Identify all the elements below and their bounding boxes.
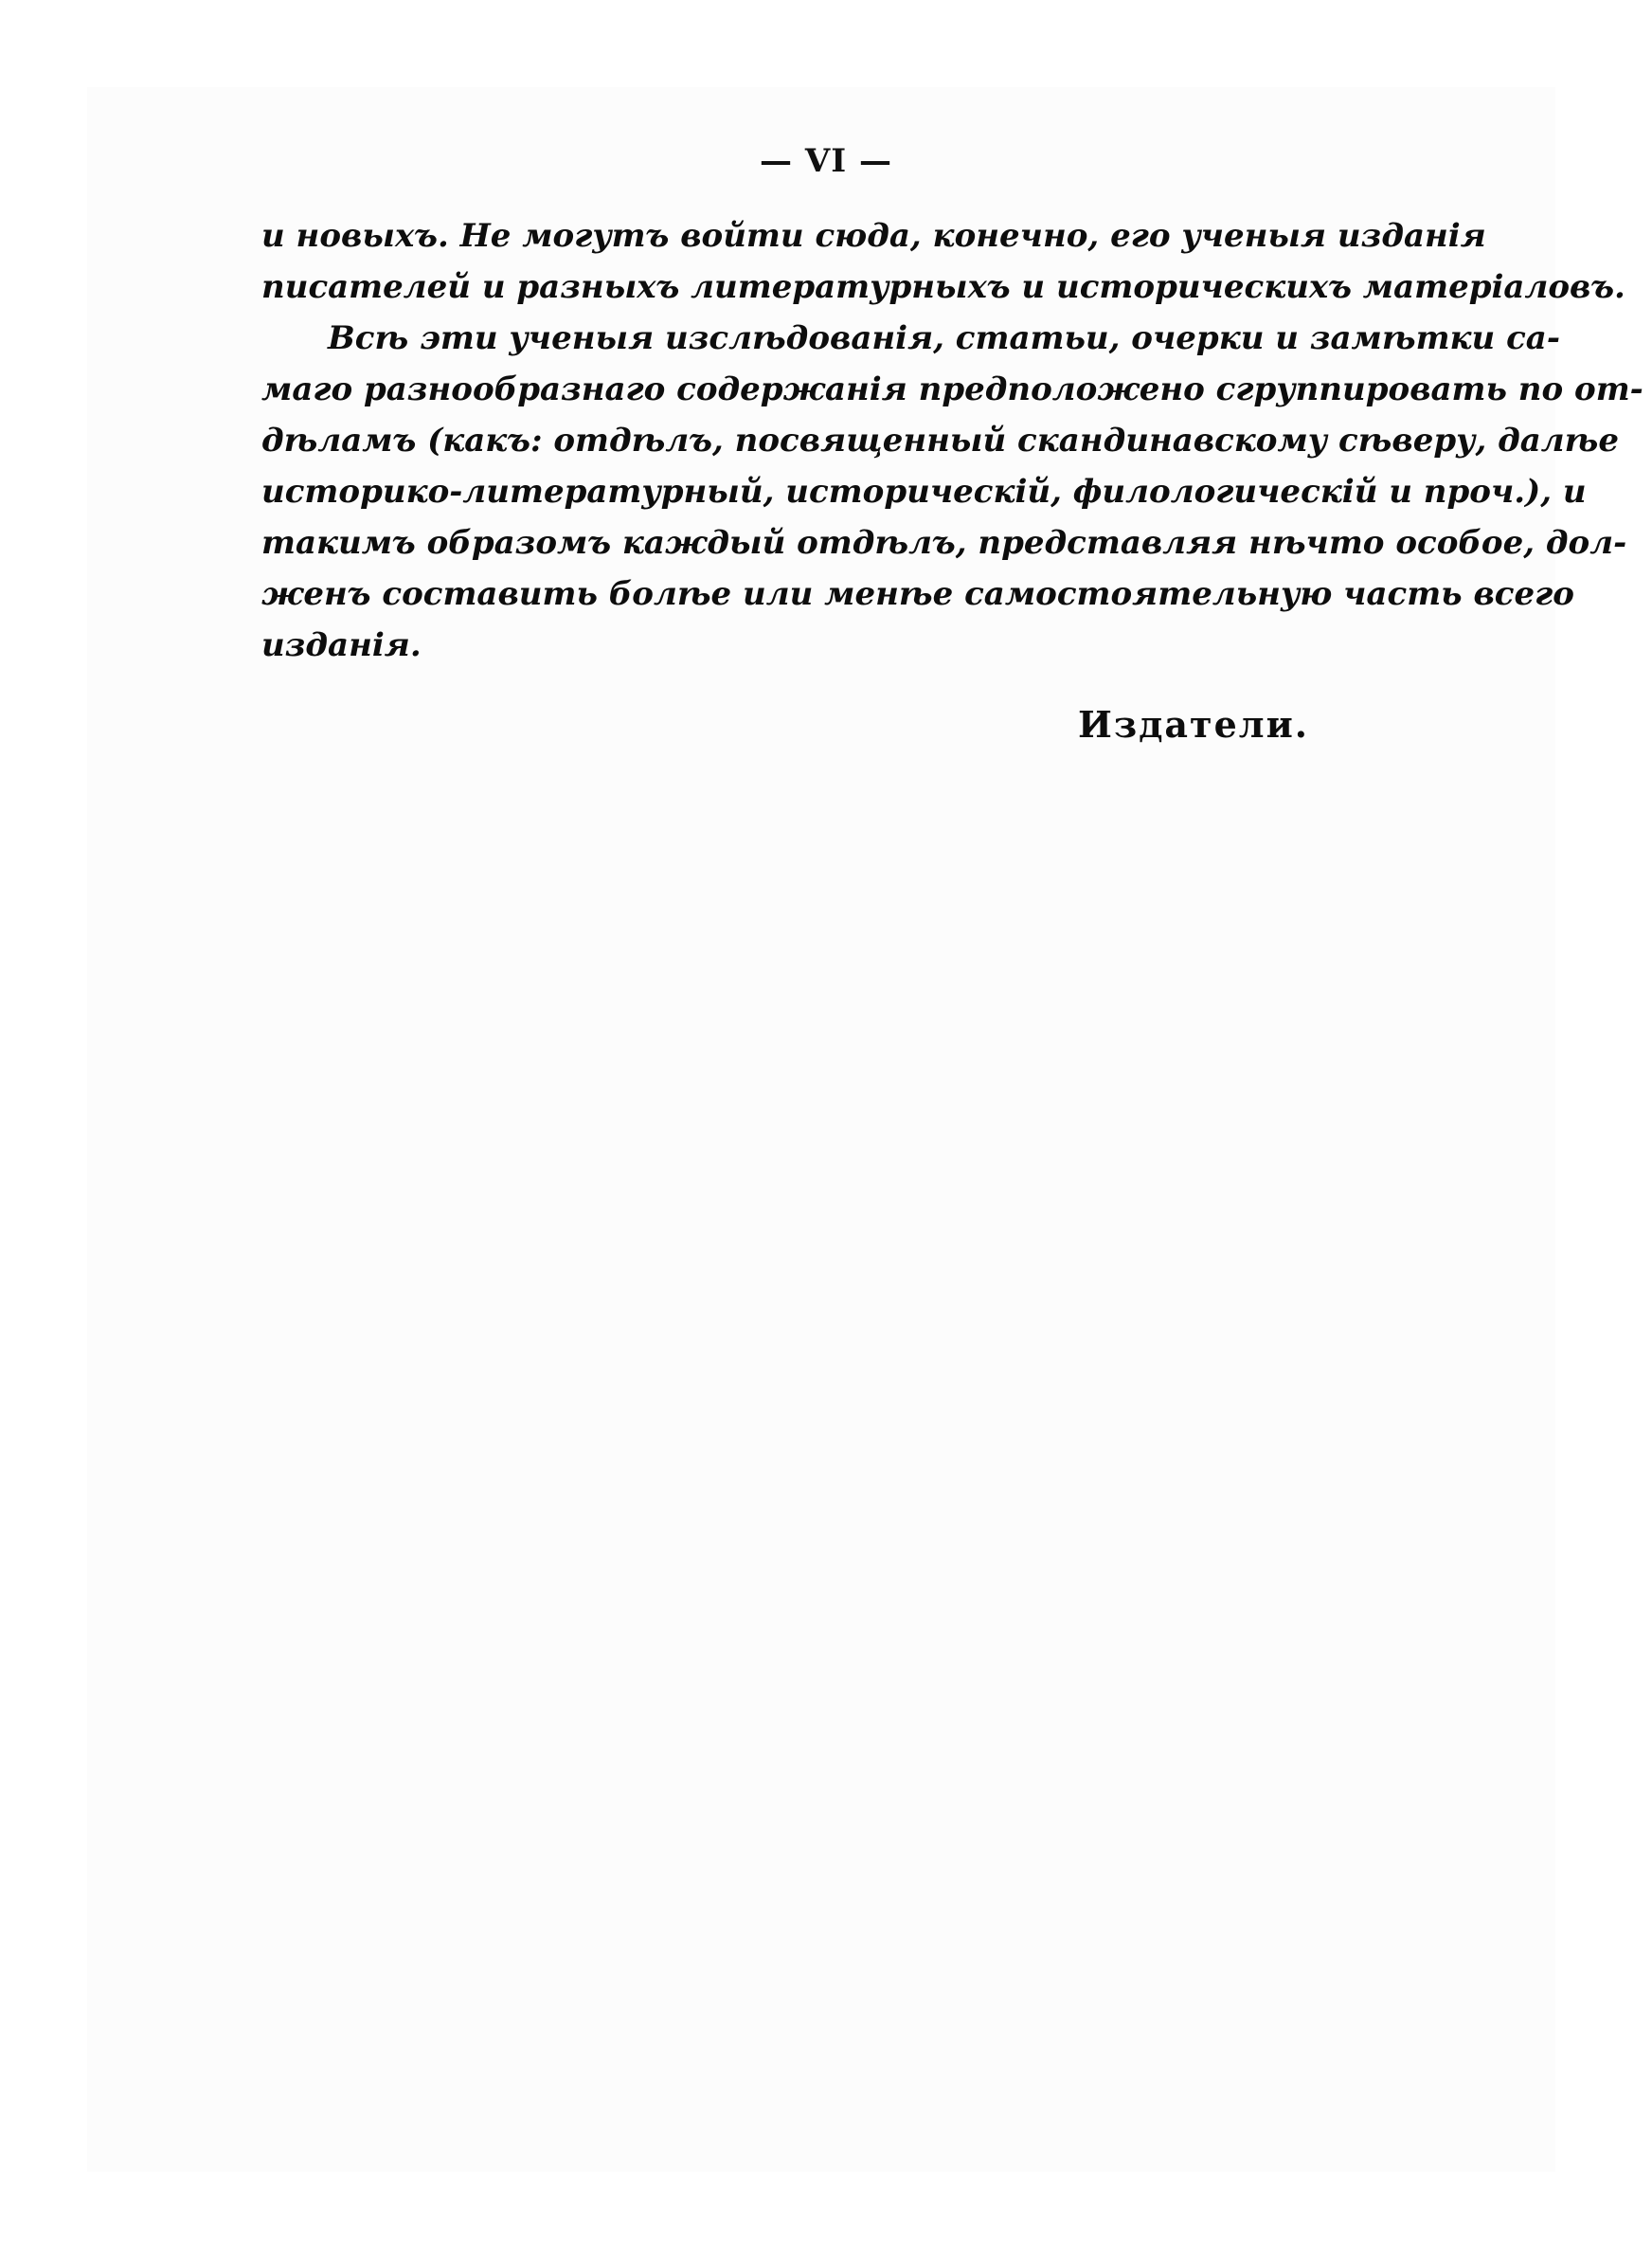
page-number: — VI — xyxy=(760,142,892,180)
text-line: и новыхъ. Не могутъ войти сюда, конечно, его ученыя изданія xyxy=(261,217,1486,255)
text-line: изданія. xyxy=(261,626,422,664)
text-line: такимъ образомъ каждый отдѣлъ, представляя нѣчто особое, дол- xyxy=(261,524,1627,562)
text-line: писателей и разныхъ литературныхъ и историческихъ матеріаловъ. xyxy=(261,268,1625,306)
body-text xyxy=(261,210,1643,671)
text-line: маго разнообразнаго содержанія предположено сгруппировать по от- xyxy=(261,370,1643,408)
text-line: женъ составить болѣе или менѣе самостоятельную часть всего xyxy=(261,575,1574,613)
text-line: дѣламъ (какъ: отдѣлъ, посвященный скандинавскому сѣверу, далѣе xyxy=(261,422,1619,460)
text-line: историко-литературный, историческій, филологическій и проч.), и xyxy=(261,473,1587,511)
text-line: Всѣ эти ученыя изслѣдованія, статьи, очерки и замѣтки са- xyxy=(328,319,1560,357)
signature: Издатели. xyxy=(1077,703,1309,746)
